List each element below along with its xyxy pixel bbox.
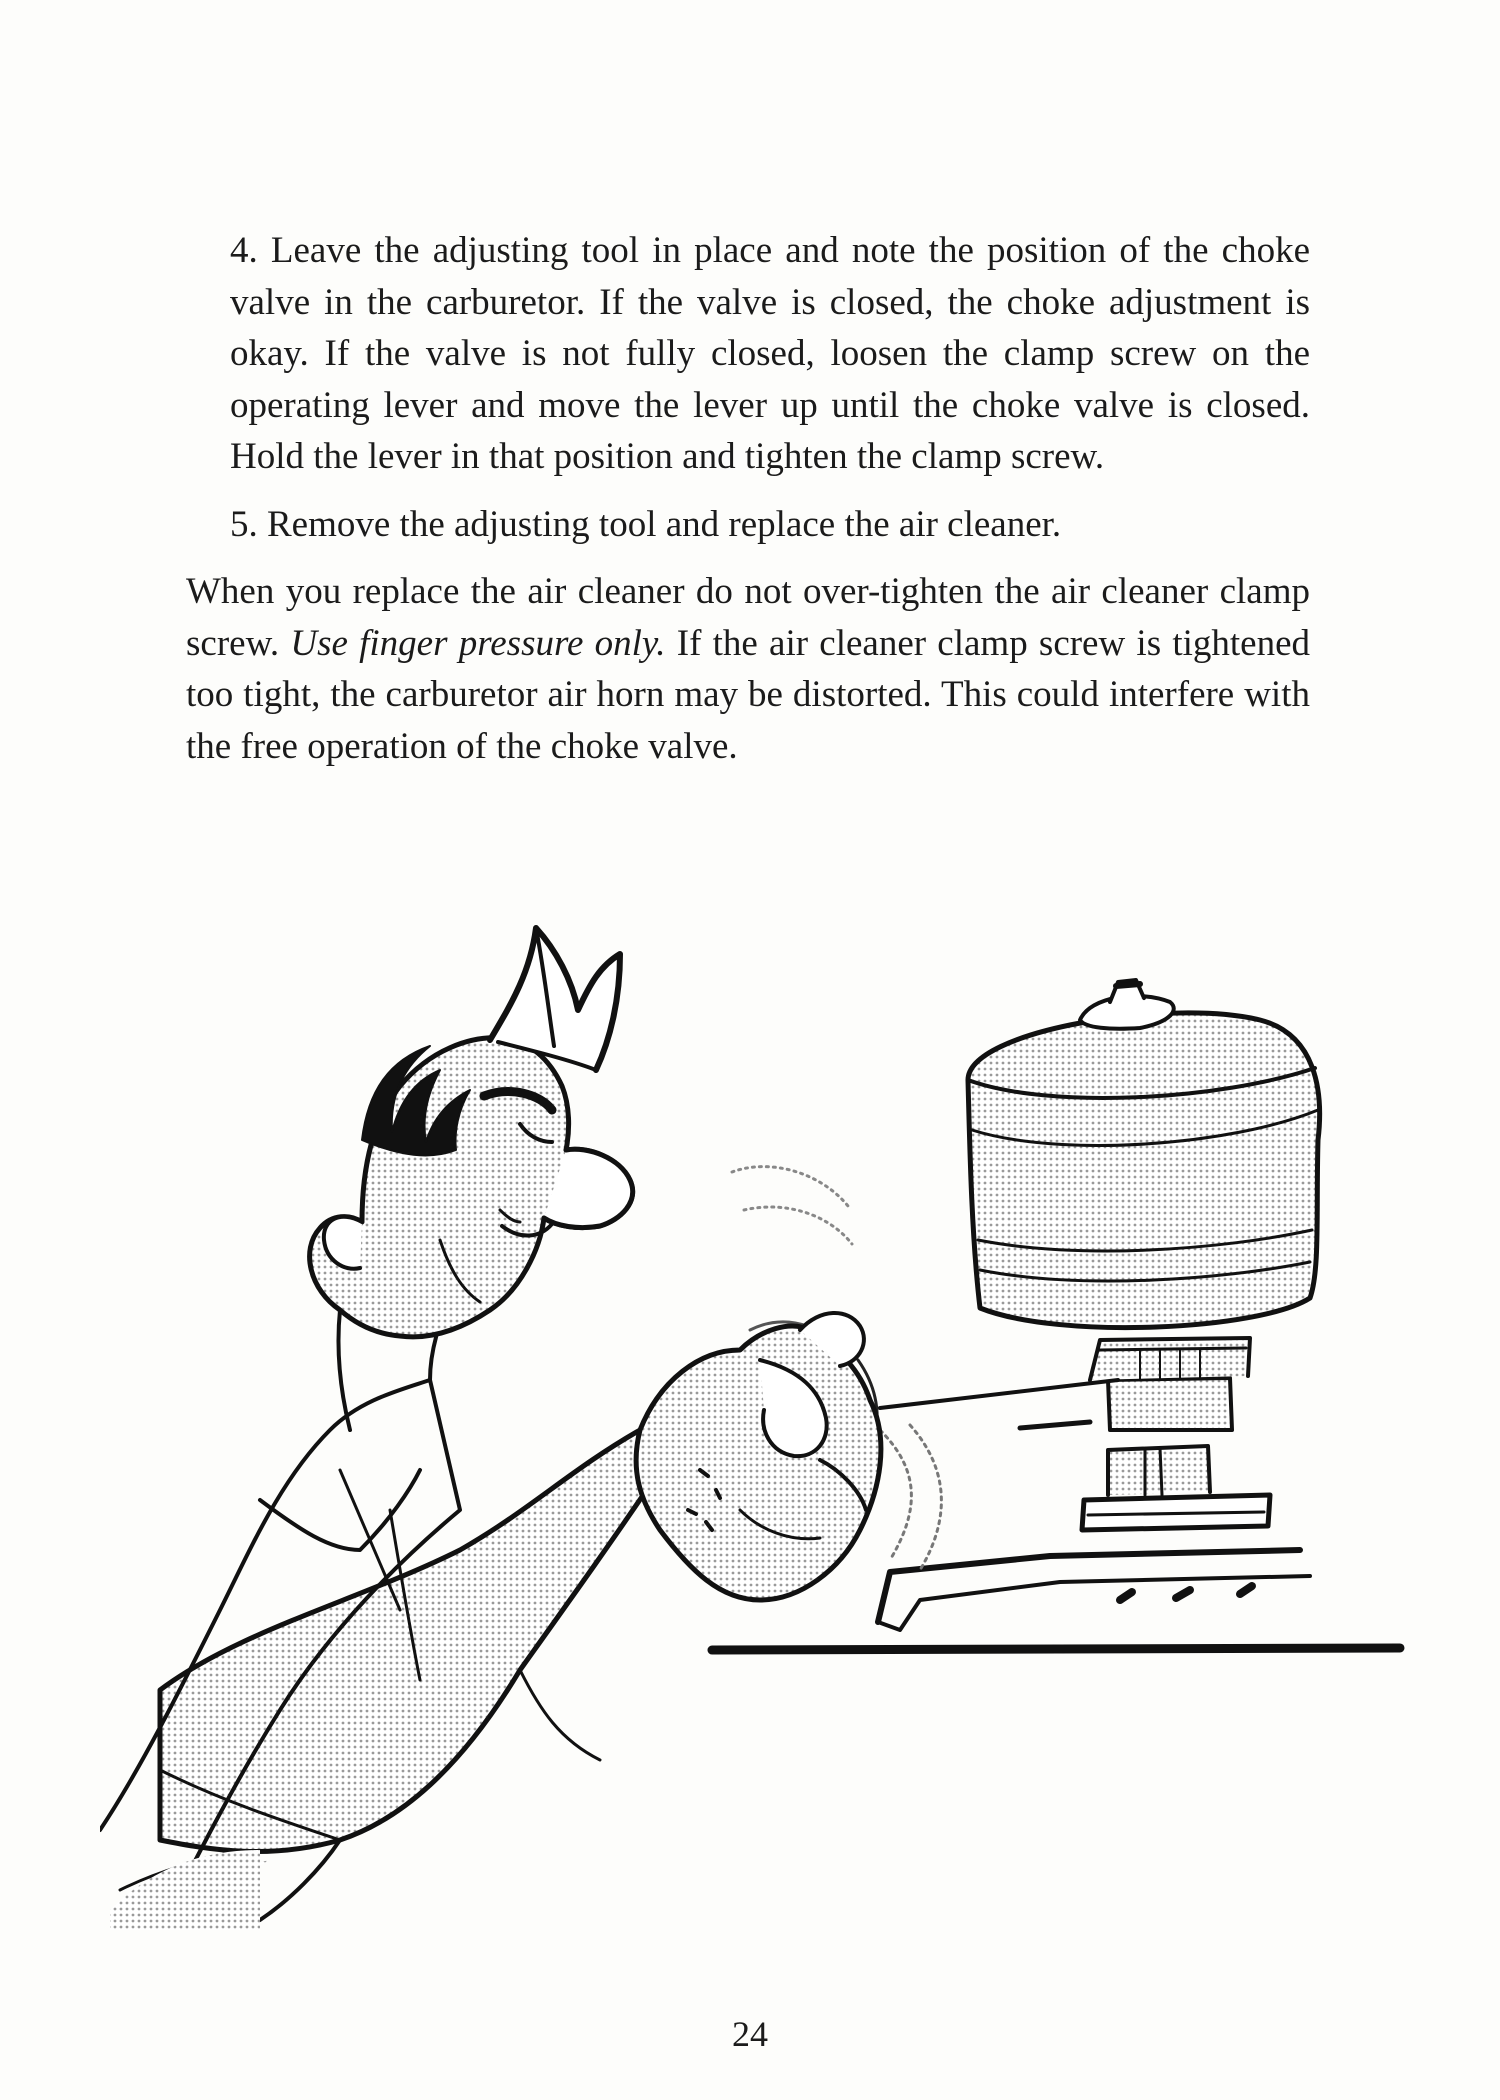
caution-emphasis: Use finger pressure only. bbox=[290, 622, 666, 664]
page-number: 24 bbox=[732, 2014, 768, 2054]
step-5-paragraph: 5. Remove the adjusting tool and replace the air cleaner. bbox=[230, 503, 1062, 545]
caution-text-end: If the air cleaner clamp screw is tightened too tight, the carburetor air horn may be distorted. This could interfere with the free operation of the choke valve. bbox=[186, 622, 1310, 767]
step-4-paragraph: 4. Leave the adjusting tool in place and note the position of the choke valve in the carburetor. If the valve is closed, the choke adjustment is okay. If the valve is not fully closed, loosen the clamp screw on the operating lever and move the lever up until the choke valve is closed. Hold the lever in that position and tighten the clamp screw. bbox=[230, 230, 1310, 477]
caution-text-start: When you replace the air cleaner do not over-tighten the air cleaner clamp screw. bbox=[186, 571, 1310, 664]
mechanic-tightening-air-cleaner-illustration bbox=[100, 910, 1420, 1930]
instruction-text bbox=[186, 225, 1310, 772]
caution-paragraph bbox=[186, 566, 1310, 772]
